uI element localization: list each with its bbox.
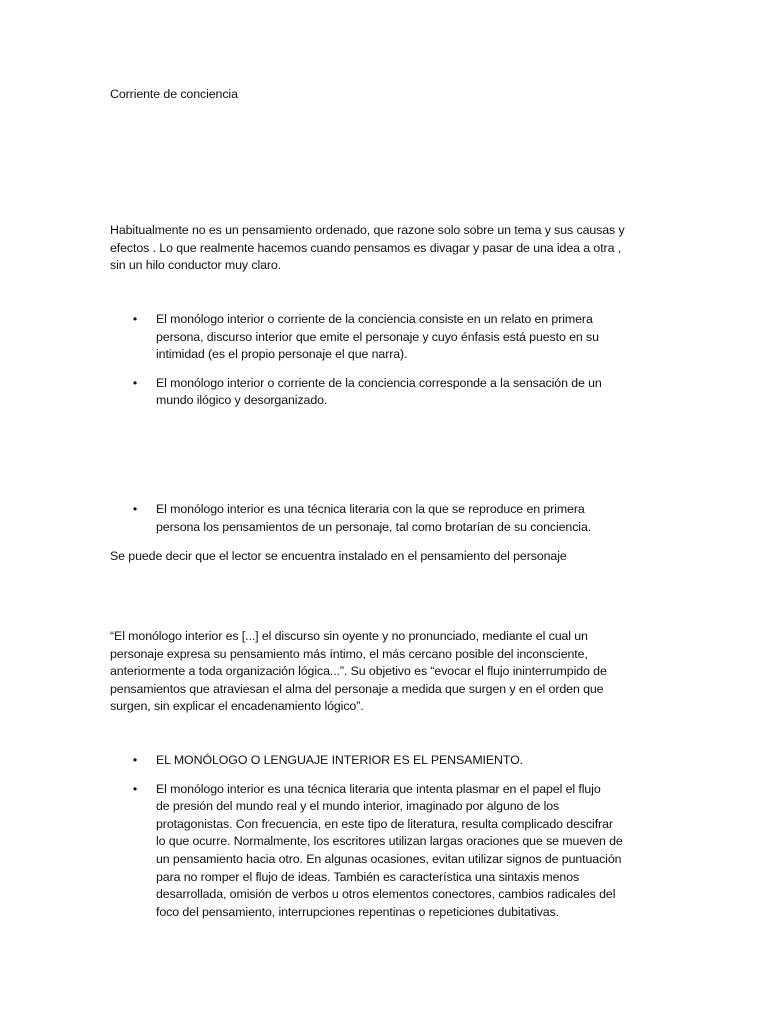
- list-item-line: El monólogo interior es una técnica literaria con la que se reproduce en primera: [156, 502, 585, 516]
- list-item: [130, 501, 660, 536]
- intro-paragraph: [110, 222, 658, 275]
- list-item-line: persona, discurso interior que emite el personaje y cuyo énfasis está puesto en su: [156, 329, 599, 344]
- list-item-line: EL MONÓLOGO O LENGUAJE INTERIOR ES EL PENSAMIENTO.: [156, 753, 524, 767]
- list-item-line: foco del pensamiento, interrupciones repentinas o repeticiones dubitativas.: [156, 904, 560, 919]
- statement-line: Se puede decir que el lector se encuentra instalado en el pensamiento del personaje: [110, 549, 567, 563]
- list-item: [130, 781, 660, 922]
- list-item-line: protagonistas. Con frecuencia, en este tipo de literatura, resulta complicado descifrar: [156, 816, 613, 831]
- title-text: Corriente de conciencia: [110, 87, 238, 101]
- list-item: [130, 311, 660, 364]
- statement-paragraph: [110, 548, 658, 566]
- quote-line: “El monólogo interior es [...] el discurso sin oyente y no pronunciado, mediante el cual un: [110, 629, 588, 643]
- list-item-line: mundo ilógico y desorganizado.: [156, 393, 328, 408]
- bullet-icon: •: [132, 781, 138, 796]
- list-item: [130, 375, 660, 410]
- bullet-icon: •: [132, 753, 138, 767]
- list-item-line: El monólogo interior o corriente de la conciencia consiste en un relato en primera: [156, 312, 593, 326]
- paragraph-line: Habitualmente no es un pensamiento ordenado, que razone solo sobre un tema y sus causas y: [110, 223, 625, 237]
- quote-line: anteriormente a toda organización lógica...”. Su objetivo es “evocar el flujo ininterrumpido de: [110, 664, 607, 679]
- paragraph-line: sin un hilo conductor muy claro.: [110, 258, 282, 273]
- quote-line: personaje expresa su pensamiento más íntimo, el más cercano posible del inconsciente,: [110, 646, 588, 661]
- document-title: [110, 86, 658, 104]
- bullet-icon: •: [132, 312, 138, 326]
- technique-list: [130, 501, 660, 536]
- list-item-line: intimidad (es el propio personaje el que narra).: [156, 347, 408, 362]
- bullet-icon: •: [132, 375, 138, 390]
- list-item-line: persona los pensamientos de un personaje, tal como brotarían de su conciencia.: [156, 519, 592, 534]
- list-item-line: de presión del mundo real y el mundo interior, imaginado por alguno de los: [156, 799, 560, 814]
- list-item: [130, 752, 660, 770]
- list-item-line: El monólogo interior o corriente de la conciencia corresponde a la sensación de un: [156, 375, 602, 390]
- list-item-line: para no romper el flujo de ideas. También es característica una sintaxis menos: [156, 869, 580, 884]
- list-item-line: desarrollada, omisión de verbos u otros elementos conectores, cambios radicales del: [156, 887, 616, 902]
- quote-line: pensamientos que atraviesan el alma del personaje a medida que surgen y en el orden que: [110, 681, 604, 696]
- list-item-line: lo que ocurre. Normalmente, los escritores utilizan largas oraciones que se mueven de: [156, 834, 623, 849]
- list-item-line: un pensamiento hacia otro. En algunas ocasiones, evitan utilizar signos de puntuación: [156, 851, 622, 866]
- bullet-icon: •: [132, 502, 138, 516]
- definition-list: [130, 311, 660, 410]
- paragraph-line: efectos . Lo que realmente hacemos cuando pensamos es divagar y pasar de una idea a otra ,: [110, 240, 622, 255]
- list-item-line: El monólogo interior es una técnica literaria que intenta plasmar en el papel el flujo: [156, 781, 601, 796]
- quote-line: surgen, sin explicar el encadenamiento lógico”.: [110, 699, 364, 714]
- thought-list: [130, 752, 660, 921]
- quote-paragraph: [110, 628, 658, 716]
